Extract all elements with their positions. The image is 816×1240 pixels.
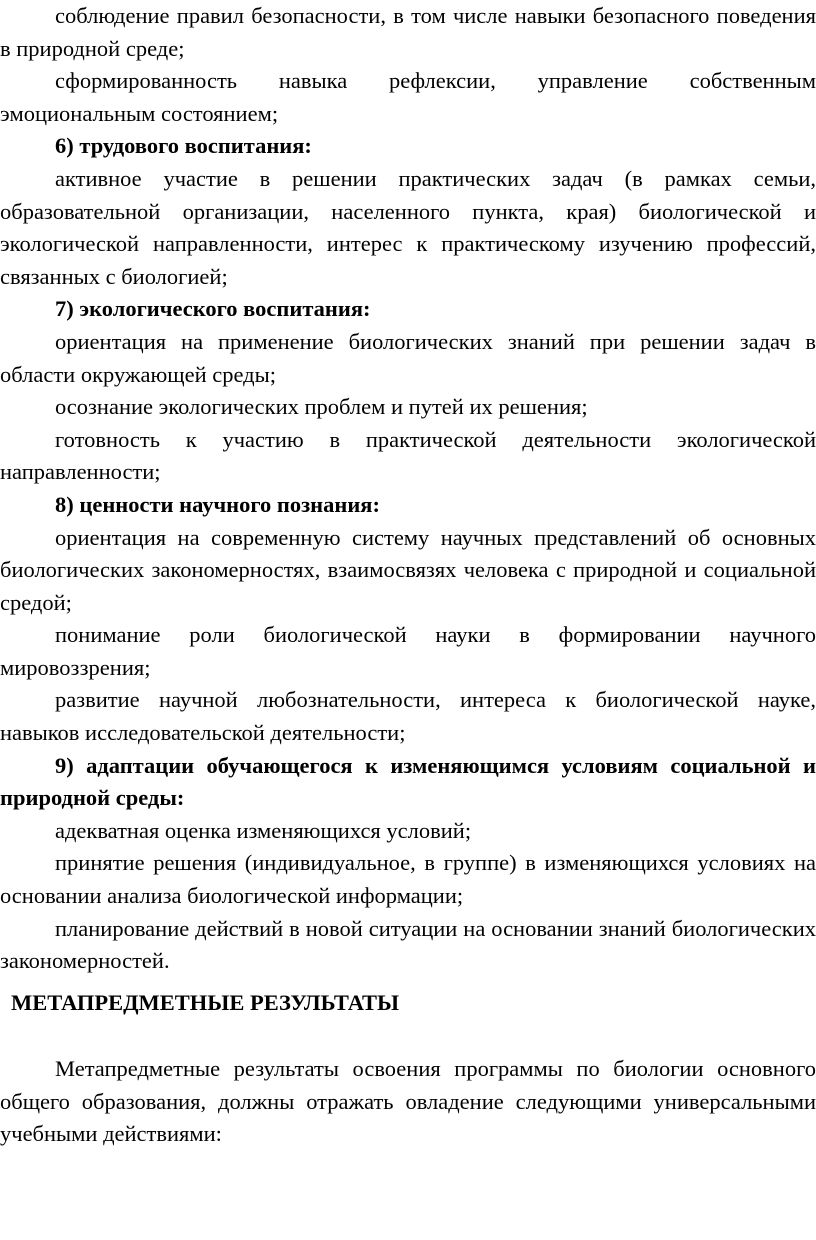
- heading-scientific-knowledge: 8) ценности научного познания:: [55, 491, 380, 517]
- paragraph-planning: планирование действий в новой ситуации на основании знаний биологических закономерностей.: [0, 915, 816, 974]
- heading-labor-education: 6) трудового воспитания:: [55, 133, 312, 159]
- heading-adaptation: 9) адаптации обучающегося к изменяющимся условиям социальной и природной среды:: [0, 752, 816, 811]
- paragraph-ecological-readiness: готовность к участию в практической деятельности экологической направленности;: [0, 426, 816, 485]
- section-title: МЕТАПРЕДМЕТНЫЕ РЕЗУЛЬТАТЫ: [11, 990, 400, 1015]
- paragraph-assessment: адекватная оценка изменяющихся условий;: [55, 817, 472, 843]
- paragraph-decision-making: принятие решения (индивидуальное, в группе) в изменяющихся условиях на основании анализа биологической информации;: [0, 850, 816, 909]
- heading-ecological-education: 7) экологического воспитания:: [55, 296, 371, 322]
- paragraph-practical-tasks: активное участие в решении практических задач (в рамках семьи, образовательной организации, населенного пункта, края) биологической и экологической направленности, интерес к практическому изучению профессий, связанных с биологией;: [0, 165, 816, 289]
- paragraph-reflection: сформированность навыка рефлексии, управление собственным эмоциональным состоянием;: [0, 68, 816, 126]
- paragraph-safety: соблюдение правил безопасности, в том числе навыки безопасного поведения в природной среде;: [0, 3, 816, 61]
- paragraph-environment-orientation: ориентация на применение биологических знаний при решении задач в области окружающей среды;: [0, 328, 816, 387]
- intro-paragraph: Метапредметные результаты освоения программы по биологии основного общего образования, должны отражать овладение следующими универсальными учебными действиями:: [0, 1056, 816, 1147]
- paragraph-scientific-system: ориентация на современную систему научных представлений об основных биологических закономерностях, взаимосвязях человека с природной и социальной средой;: [0, 524, 816, 615]
- paragraph-ecological-awareness: осознание экологических проблем и путей их решения;: [55, 394, 588, 420]
- paragraph-curiosity: развитие научной любознательности, интереса к биологической науке, навыков исследовательской деятельности;: [0, 687, 816, 746]
- paragraph-worldview: понимание роли биологической науки в формировании научного мировоззрения;: [0, 622, 816, 680]
